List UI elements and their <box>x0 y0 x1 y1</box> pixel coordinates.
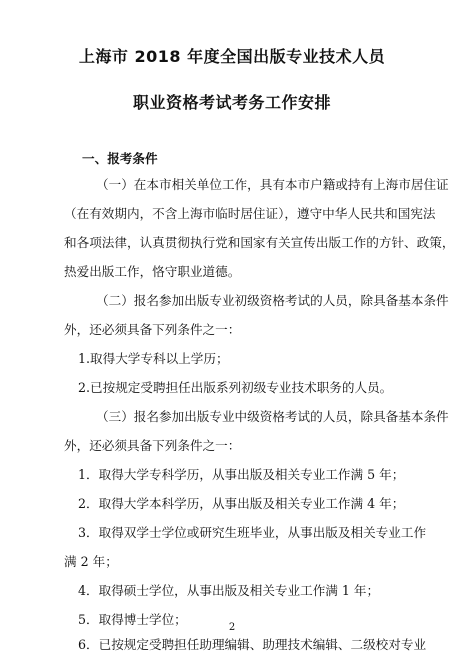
paragraph-line: （二）报名参加出版专业初级资格考试的人员，除具备基本条件 <box>96 293 449 308</box>
paragraph-line: 和各项法律，认真贯彻执行党和国家有关宣传出版工作的方针、政策， <box>64 235 455 250</box>
list-item: 4．取得硕士学位，从事出版及相关专业工作满 1 年； <box>78 583 380 598</box>
paragraph-line: 满 2 年； <box>64 554 118 569</box>
paragraph-line: （在有效期内，不含上海市临时居住证），遵守中华人民共和国宪法 <box>64 206 436 221</box>
list-item: 5．取得博士学位； <box>78 612 187 627</box>
section-heading: 一、报考条件 <box>82 151 158 166</box>
list-item: 1．取得大学专科学历，从事出版及相关专业工作满 5 年； <box>78 467 405 482</box>
page-number: 2 <box>228 622 236 633</box>
list-item: 3．取得双学士学位或研究生班毕业，从事出版及相关专业工作 <box>78 525 427 540</box>
list-item: 2.已按规定受聘担任出版系列初级专业技术职务的人员。 <box>78 380 393 395</box>
document-title-line-1: 上海市 2018 年度全国出版专业技术人员 <box>78 47 386 66</box>
paragraph-line: 外，还必须具备下列条件之一： <box>64 322 241 337</box>
list-item: 2．取得大学本科学历，从事出版及相关专业工作满 4 年； <box>78 496 405 511</box>
list-item: 6．已按规定受聘担任助理编辑、助理技术编辑、二级校对专业 <box>78 637 427 652</box>
paragraph-line: 外，还必须具备下列条件之一： <box>64 438 241 453</box>
paragraph-line: （一）在本市相关单位工作，具有本市户籍或持有上海市居住证 <box>96 177 449 192</box>
document-title-line-2: 职业资格考试考务工作安排 <box>132 93 331 112</box>
paragraph-line: （三）报名参加出版专业中级资格考试的人员，除具备基本条件 <box>96 409 449 424</box>
list-item: 1.取得大学专科以上学历； <box>78 351 229 366</box>
paragraph-line: 热爱出版工作，恪守职业道德。 <box>64 264 241 279</box>
